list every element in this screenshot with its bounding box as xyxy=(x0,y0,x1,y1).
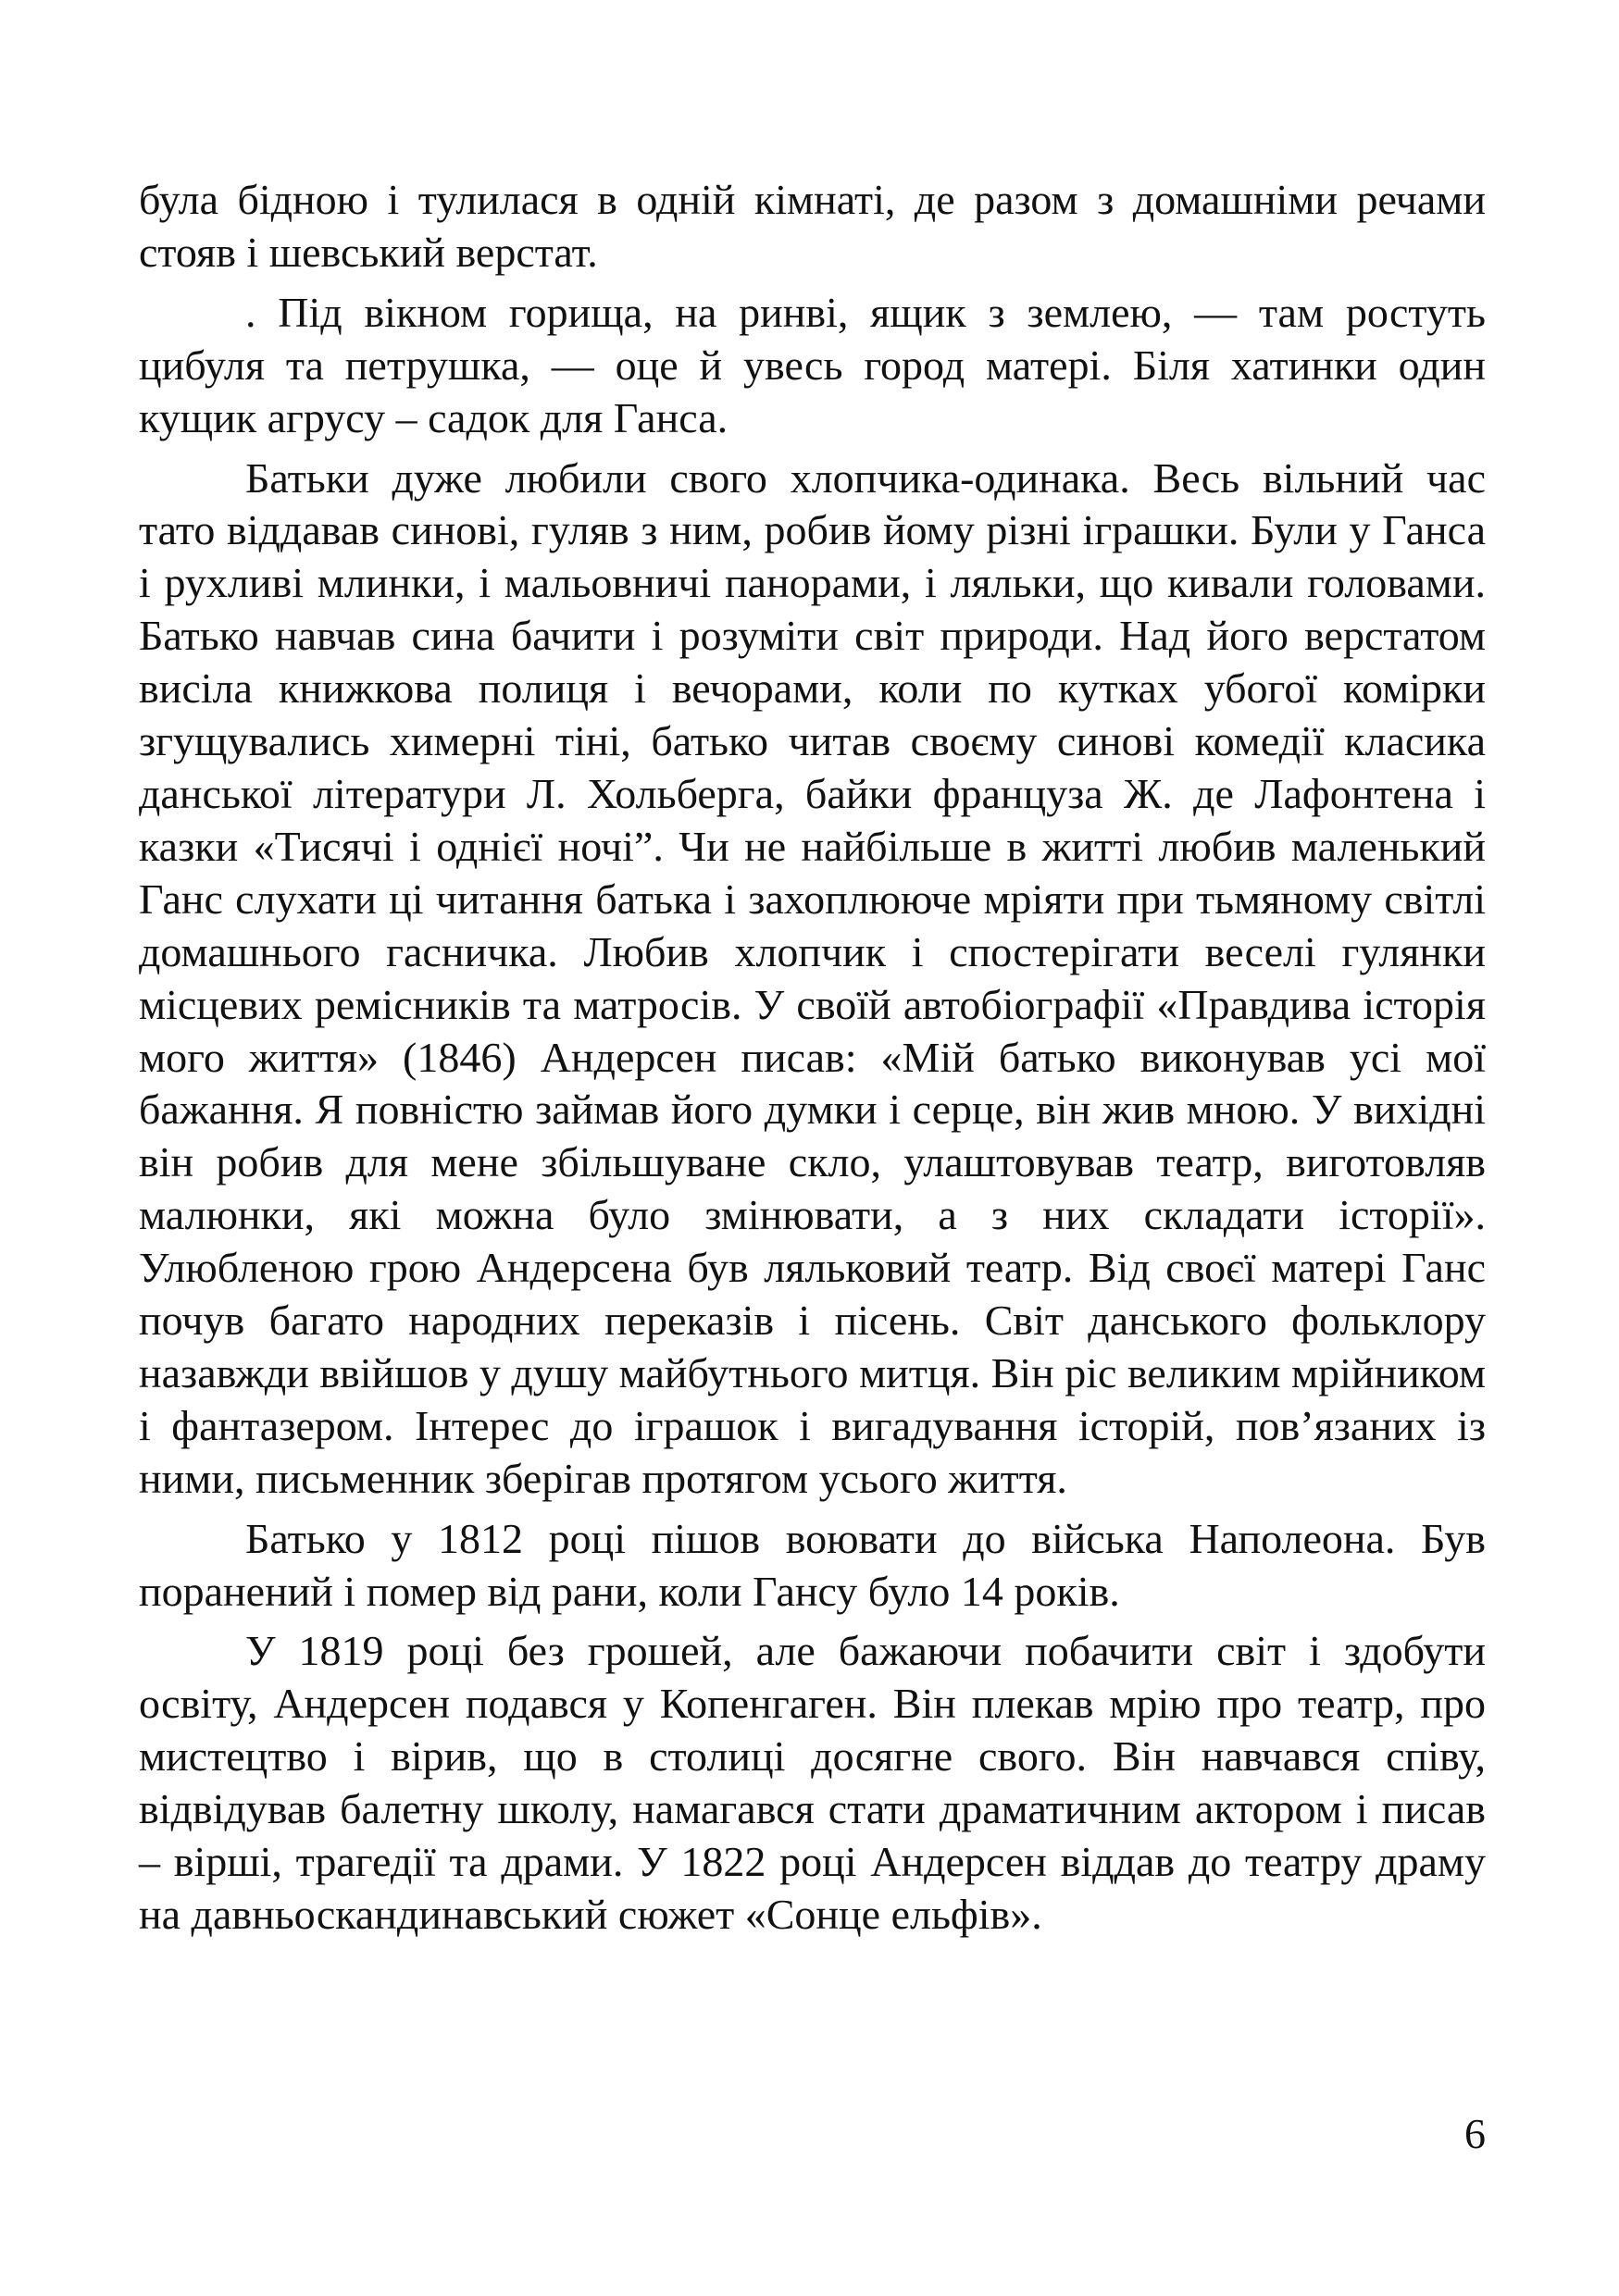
document-body xyxy=(139,174,1486,1942)
paragraph-father-war: Батько у 1812 році пішов воювати до війська Наполеона. Був поранений і помер від рани, коли Гансу було 14 років. xyxy=(139,1514,1486,1615)
paragraph-copenhagen: У 1819 році без грошей, але бажаючи побачити світ і здобути освіту, Андерсен подався у Копенгаген. Він плекав мрію про театр, про мистецтво і вірив, що в столиці досягне свого. Він навчався співу, відвідував балетну школу, намагався стати драматичним актором і писав – вірші, трагедії та драми. У 1822 році Андерсен віддав до театру драму на давньоскандинавський сюжет «Сонце ельфів». xyxy=(139,1627,1486,1938)
paragraph-continuation: була бідною і тулилася в одній кімнаті, де разом з домашніми речами стояв і шевський верстат. xyxy=(139,176,1486,276)
paragraph-childhood: Батьки дуже любили свого хлопчика-одинака. Весь вільний час тато віддавав синові, гуляв з ним, робив йому різні іграшки. Були у Ганса і рухливі млинки, і мальовничі панорами, і ляльки, що кивали головами. Батько навчав сина бачити і розуміти світ природи. Над його верстатом висіла книжкова полиця і вечорами, коли по кутках убогої комірки згущувались химерні тіні, батько читав своєму синові комедії класика данської літератури Л. Хольберга, байки француза Ж. де Лафонтена і казки «Тисячі і однієї ночі”. Чи не найбільше в житті любив маленький Ганс слухати ці читання батька і захоплююче мріяти при тьмяному світлі домашнього гасничка. Любив хлопчик і спостерігати веселі гулянки місцевих ремісників та матросів. У своїй автобіографії «Правдива історія мого життя» (1846) Андерсен писав: «Мій батько виконував усі мої бажання. Я повністю займав його думки і серце, він жив мною. У вихідні він робив для мене збільшуване скло, улаштовував театр, виготовляв малюнки, які можна було змінювати, а з них складати історії». Улюбленою грою Андерсена був ляльковий театр. Від своєї матері Ганс почув багато народних переказів і пісень. Світ данського фольклору назавжди ввійшов у душу майбутнього митця. Він ріс великим мрійником і фантазером. Інтерес до іграшок і вигадування історій, пов’язаних із ними, письменник зберігав протягом усього життя. xyxy=(139,453,1486,1502)
paragraph-mother-garden: . Під вікном горища, на ринві, ящик з землею, — там ростуть цибуля та петрушка, — оце й увесь город матері. Біля хатинки один кущик агрусу – садок для Ганса. xyxy=(139,288,1486,441)
page-number: 6 xyxy=(1464,2110,1486,2157)
